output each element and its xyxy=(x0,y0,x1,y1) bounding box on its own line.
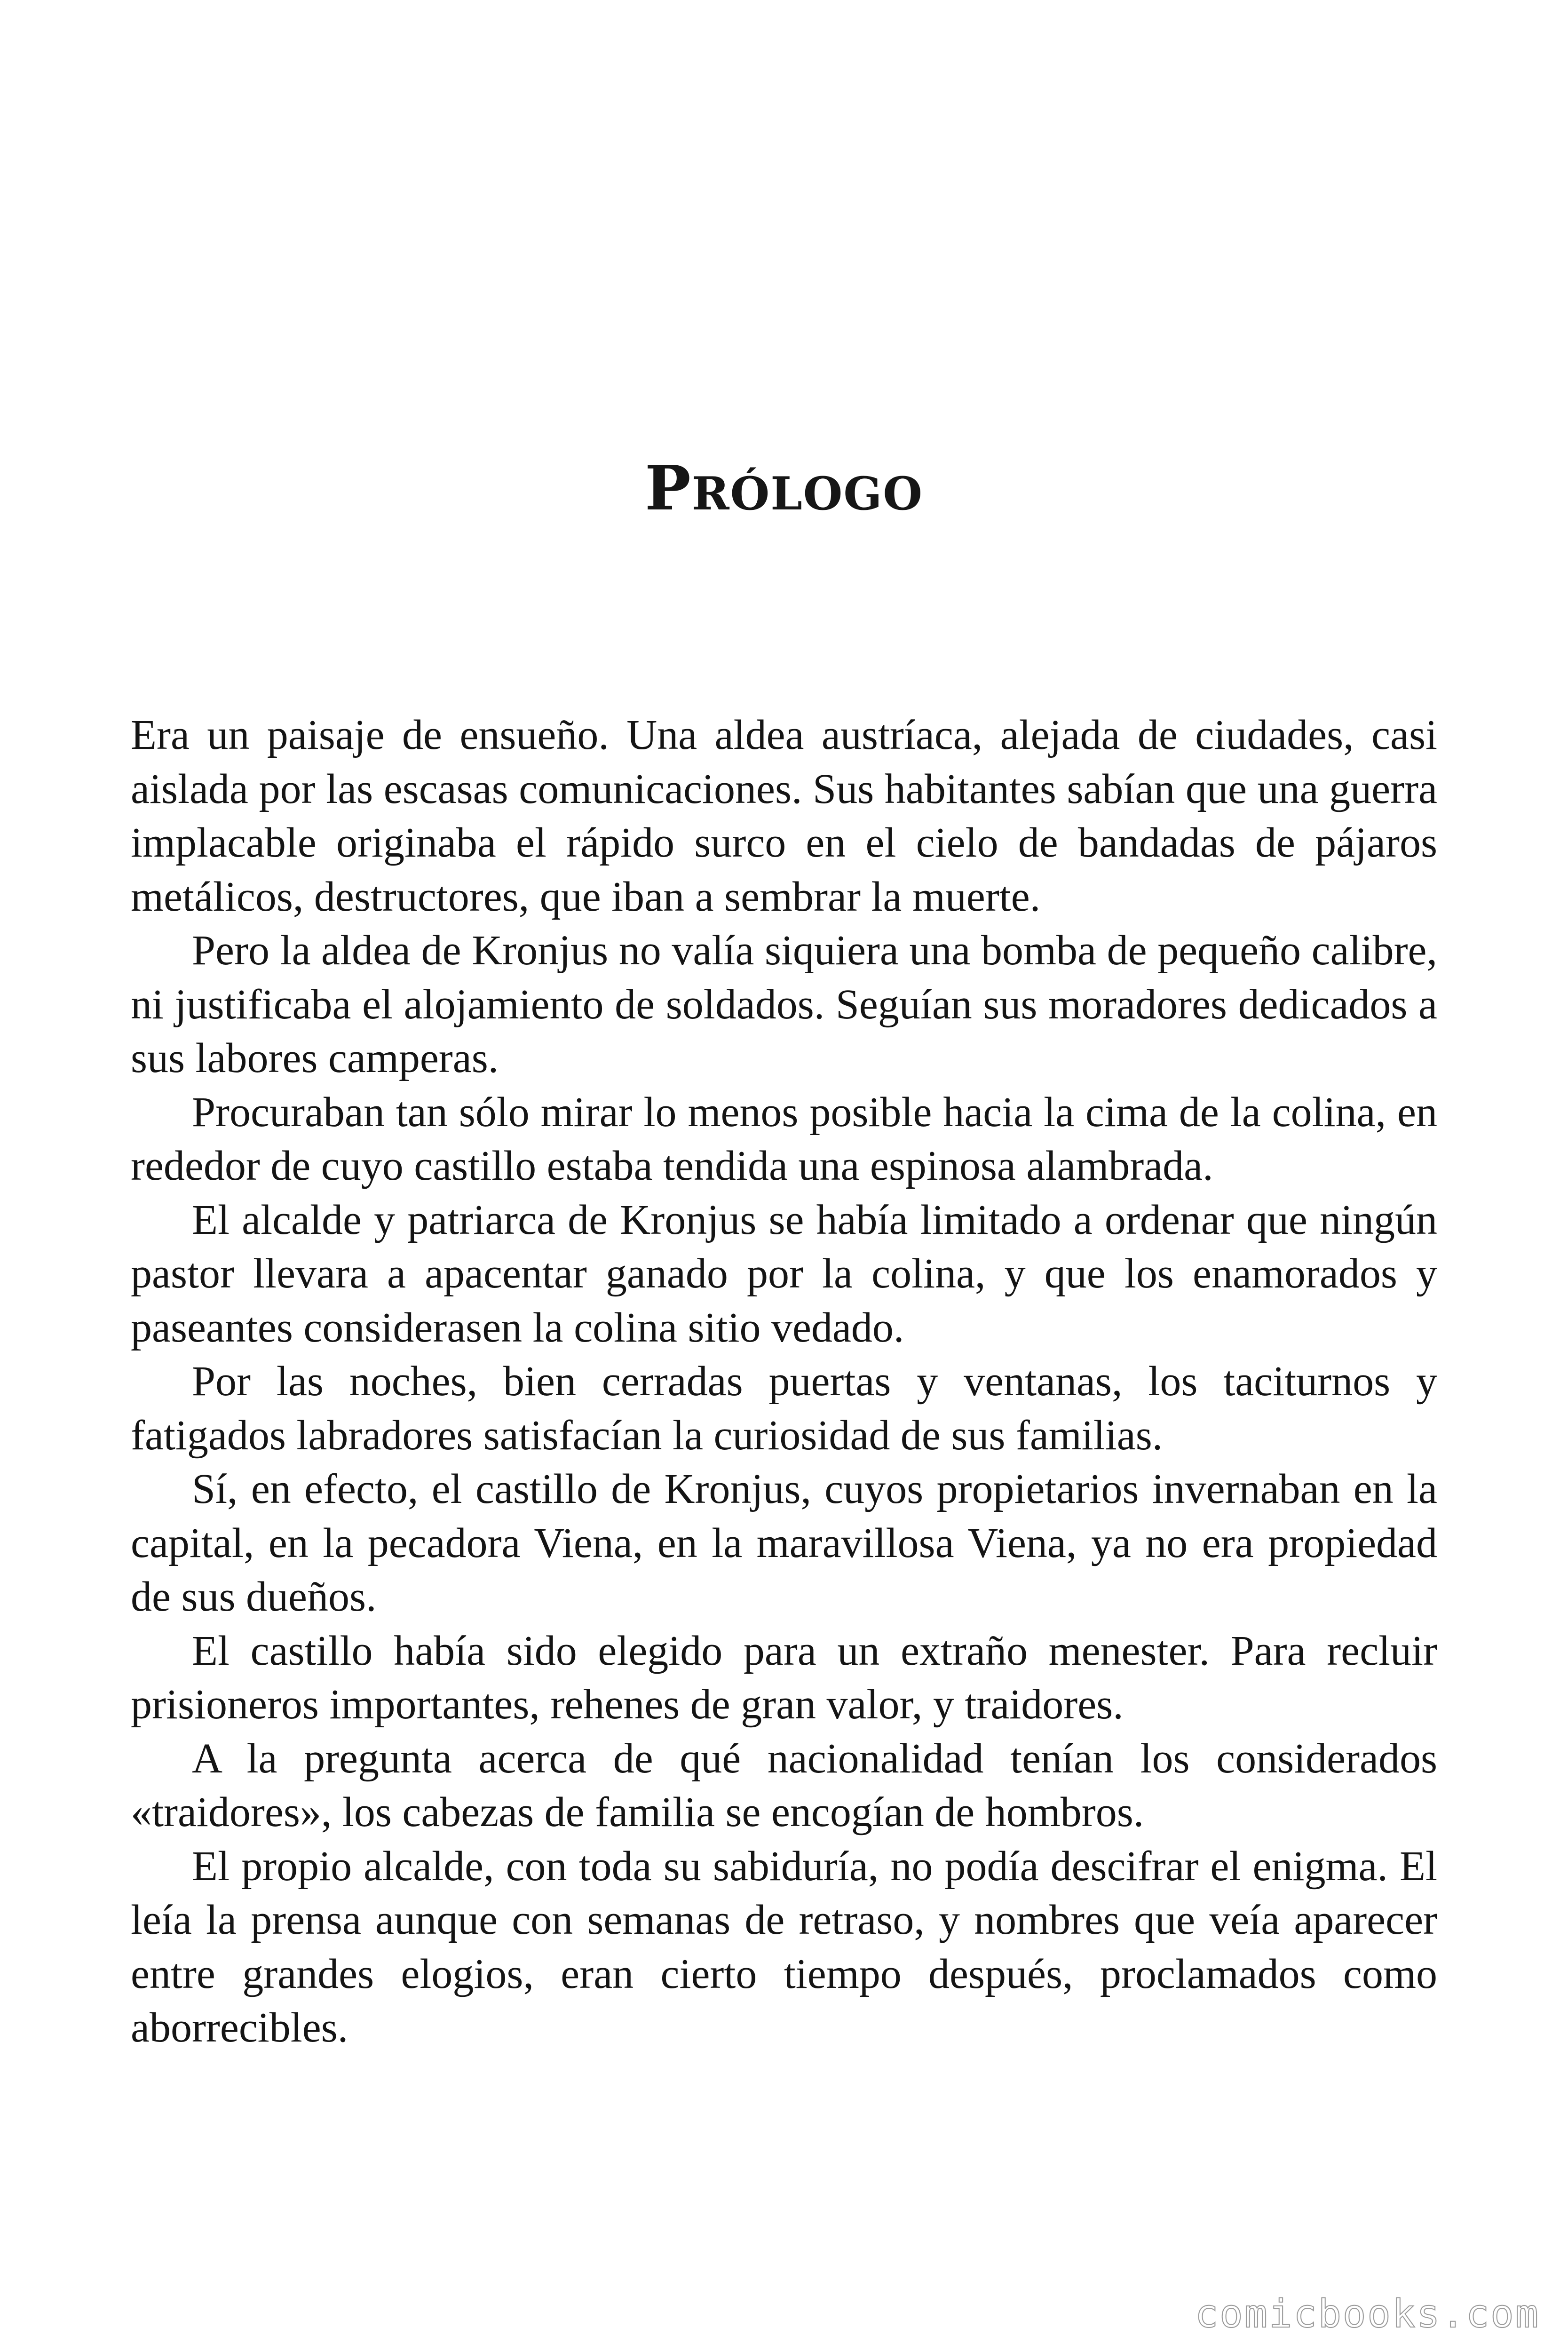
watermark: comicbooks.com xyxy=(1195,2292,1540,2336)
paragraph-2: Pero la aldea de Kronjus no valía siquiera una bomba de pequeño calibre, ni justificaba el alojamiento de soldados. Seguían sus moradores dedicados a sus labores camperas. xyxy=(131,927,1437,1081)
paragraph-8: A la pregunta acerca de qué nacionalidad tenían los considerados «traidores», los cabezas de familia se encogían de hombros. xyxy=(131,1735,1437,1836)
chapter-title xyxy=(0,452,1568,527)
paragraph-3: Procuraban tan sólo mirar lo menos posible hacia la cima de la colina, en rededor de cuyo castillo estaba tendida una espinosa alambrada. xyxy=(131,1089,1437,1189)
paragraph-9: El propio alcalde, con toda su sabiduría, no podía descifrar el enigma. El leía la prensa aunque con semanas de retraso, y nombres que veía aparecer entre grandes elogios, eran cierto tiempo después, proclamados como aborrecibles. xyxy=(131,1843,1437,2051)
paragraph-1: Era un paisaje de ensueño. Una aldea austríaca, alejada de ciudades, casi aislada por las escasas comunicaciones. Sus habitantes sabían que una guerra implacable originaba el rápido surco en el cielo de bandadas de pájaros metálicos, destructores, que iban a sembrar la muerte. xyxy=(131,712,1437,920)
chapter-body xyxy=(131,708,1437,2055)
paragraph-4: El alcalde y patriarca de Kronjus se había limitado a ordenar que ningún pastor llevara a apacentar ganado por la colina, y que los enamorados y paseantes considerasen la colina sitio vedado. xyxy=(131,1196,1437,1351)
paragraph-7: El castillo había sido elegido para un extraño menester. Para recluir prisioneros importantes, rehenes de gran valor, y traidores. xyxy=(131,1627,1437,1728)
chapter-title-rest: RÓLOGO xyxy=(691,467,923,520)
paragraph-5: Por las noches, bien cerradas puertas y ventanas, los taciturnos y fatigados labradores satisfacían la curiosidad de sus familias. xyxy=(131,1358,1437,1459)
paragraph-6: Sí, en efecto, el castillo de Kronjus, cuyos propietarios invernaban en la capital, en la pecadora Viena, en la maravillosa Viena, ya no era propiedad de sus dueños. xyxy=(131,1466,1437,1620)
chapter-title-initial: P xyxy=(645,452,692,524)
